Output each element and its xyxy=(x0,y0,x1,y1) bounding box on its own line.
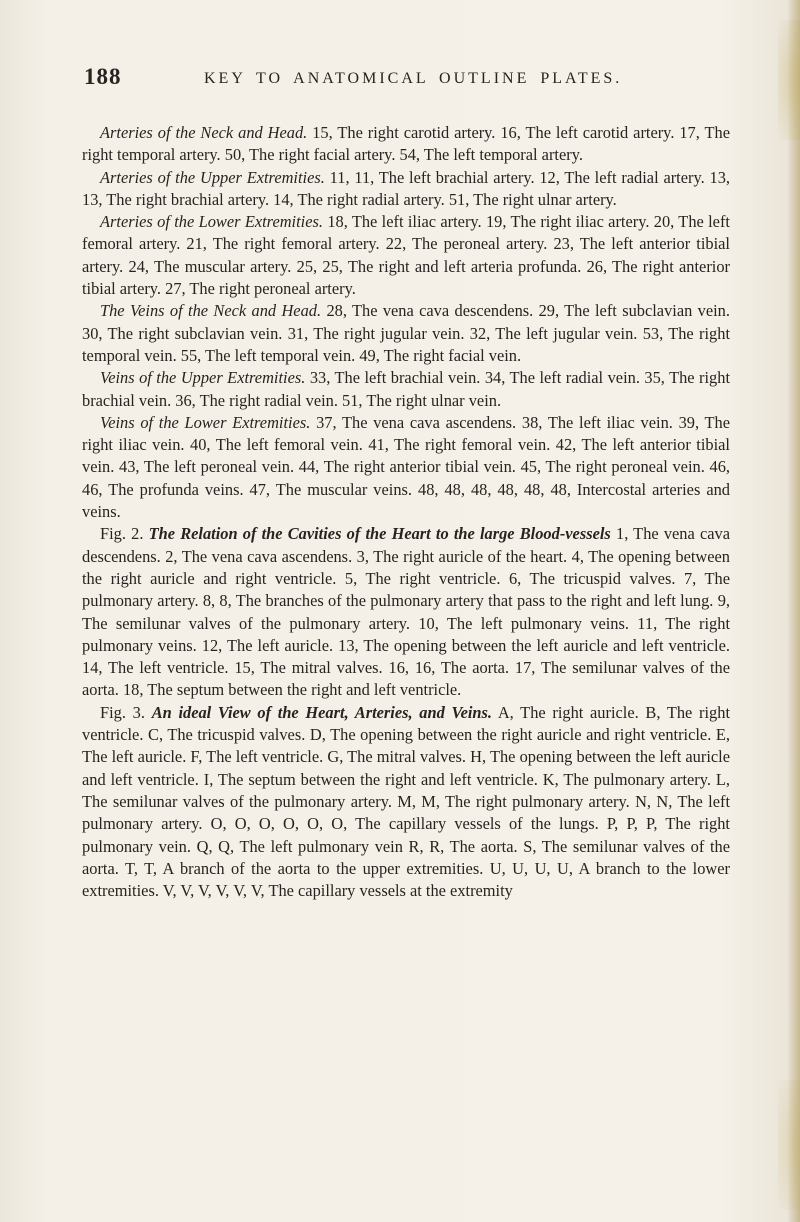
paragraph xyxy=(82,702,730,903)
running-head: KEY TO ANATOMICAL OUTLINE PLATES. xyxy=(204,70,623,87)
paragraph-text: 15, The right carotid artery. 16, The left carotid artery. 17, The right temporal artery. 50, The right facial artery. 54, The left temporal artery. xyxy=(82,123,730,165)
section-heading: Veins of the Lower Extremities. xyxy=(100,412,311,432)
page-body xyxy=(82,122,730,902)
paragraph-text: A, The right auricle. B, The right ventricle. C, The tricuspid valves. D, The opening between the right auricle and right ventricle. E, The left auricle. F, The left ventricle. G, The mitral valves. H, The opening between the left auricle and left ventricle. I, The septum between the right and left ventricle. K, The pulmonary artery. L, The semilunar valves of the pulmonary artery. M, M, The right pulmonary artery. N, N, The left pulmonary artery. O, O, O, O, O, O, The capillary vessels of the lungs. P, P, P, The right pulmonary vein. Q, Q, The left pulmonary vein R, R, The aorta. S, The semilunar valves of the aorta. T, T, A branch of the aorta to the upper extremities. U, U, U, U, A branch to the lower extremities. V, V, V, V, V, V, The capillary vessels at the extremity xyxy=(82,702,730,901)
section-heading: Arteries of the Lower Extremities. xyxy=(100,212,323,232)
paragraph-text: 33, The left brachial vein. 34, The left radial vein. 35, The right brachial vein. 36, The right radial vein. 51, The right ulnar vein. xyxy=(82,368,730,410)
paragraph xyxy=(82,412,730,523)
paragraph xyxy=(82,367,730,412)
figure-label: Fig. 3. xyxy=(100,702,145,722)
paragraph-text: 18, The left iliac artery. 19, The right iliac artery. 20, The left femoral artery. 21, The right femoral artery. 22, The peroneal artery. 23, The left anterior tibial artery. 24, The muscular artery. 25, 25, The right and left arteria profunda. 26, The right anterior tibial artery. 27, The right peroneal artery. xyxy=(82,212,730,299)
page-stain xyxy=(778,1080,800,1210)
section-heading: Veins of the Upper Extremities. xyxy=(100,368,306,388)
page-edge xyxy=(786,0,800,1222)
page-stain xyxy=(778,20,800,140)
paragraph xyxy=(82,167,730,212)
paragraph-text: 28, The vena cava descendens. 29, The left subclavian vein. 30, The right subclavian vein. 31, The right jugular vein. 32, The left jugular vein. 53, The right temporal vein. 55, The left temporal vein. 49, The right facial vein. xyxy=(82,301,730,365)
page-header xyxy=(84,64,724,98)
figure-heading: The Relation of the Cavities of the Heart to the large Blood-vessels xyxy=(148,524,611,544)
section-heading: Arteries of the Upper Extremities. xyxy=(100,167,325,187)
paragraph-text: 1, The vena cava descendens. 2, The vena cava ascendens. 3, The right auricle of the heart. 4, The opening between the right auricle and right ventricle. 5, The right ventricle. 6, The tricuspid valves. 7, The pulmonary artery. 8, 8, The branches of the pulmonary artery that pass to the right and left lung. 9, The semilunar valves of the pulmonary artery. 10, The left pulmonary veins. 11, The right pulmonary veins. 12, The left auricle. 13, The opening between the left auricle and left ventricle. 14, The left ventricle. 15, The mitral valves. 16, 16, The aorta. 17, The semilunar valves of the aorta. 18, The septum between the right and left ventricle. xyxy=(82,524,730,700)
section-heading: Arteries of the Neck and Head. xyxy=(100,123,308,142)
paragraph-text: 11, 11, The left brachial artery. 12, The left radial artery. 13, 13, The right brachial artery. 14, The right radial artery. 51, The right ulnar artery. xyxy=(82,167,730,209)
paragraph xyxy=(82,211,730,300)
paragraph xyxy=(82,300,730,367)
figure-heading: An ideal View of the Heart, Arteries, and Veins. xyxy=(151,702,493,722)
paragraph-text: 37, The vena cava ascendens. 38, The left iliac vein. 39, The right iliac vein. 40, The left femoral vein. 41, The right femoral vein. 42, The left anterior tibial vein. 43, The left peroneal vein. 44, The right anterior tibial vein. 45, The right peroneal vein. 46, 46, The profunda veins. 47, The muscular veins. 48, 48, 48, 48, 48, 48, Intercostal arteries and veins. xyxy=(82,412,730,522)
page-number: 188 xyxy=(84,64,122,89)
paragraph xyxy=(82,523,730,701)
figure-label: Fig. 2. xyxy=(100,524,144,544)
section-heading: The Veins of the Neck and Head. xyxy=(100,301,322,321)
paragraph xyxy=(82,122,730,167)
